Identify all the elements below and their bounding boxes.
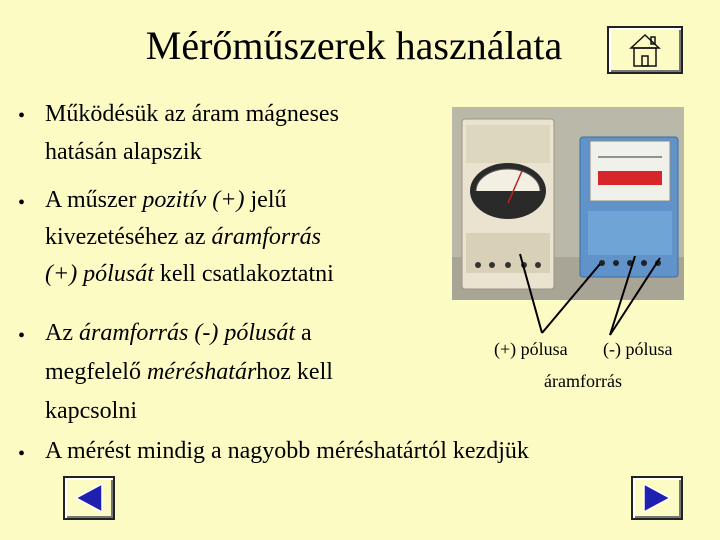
caption-plus-pole: (+) pólusa [494, 339, 568, 359]
previous-button[interactable] [63, 476, 115, 520]
bullet-line: A mérést mindig a nagyobb méréshatártól kezdjük [45, 438, 529, 464]
triangle-left-icon [65, 478, 113, 518]
bullet-line: Az áramforrás (-) pólusát a [45, 320, 312, 346]
bullet-line: hatásán alapszik [45, 139, 202, 165]
bullet-line: Működésük az áram mágneses [45, 101, 339, 127]
bullet-marker: • [18, 192, 26, 214]
bullet-marker: • [18, 105, 26, 127]
bullet-line: megfelelő méréshatárhoz kell [45, 359, 333, 385]
bullet-line: kivezetéséhez az áramforrás [45, 224, 321, 250]
bullet-line: A műszer pozitív (+) jelű [45, 187, 287, 213]
bullet-marker: • [18, 325, 26, 347]
bullet-line: (+) pólusát kell csatlakoztatni [45, 261, 334, 287]
caption-power-source: áramforrás [544, 371, 622, 391]
triangle-right-icon [633, 478, 681, 518]
next-button[interactable] [631, 476, 683, 520]
slide-title: Mérőműszerek használata [145, 23, 563, 68]
bullet-marker: • [18, 443, 26, 465]
bullet-line: kapcsolni [45, 398, 137, 424]
caption-minus-pole: (-) pólusa [603, 339, 673, 359]
